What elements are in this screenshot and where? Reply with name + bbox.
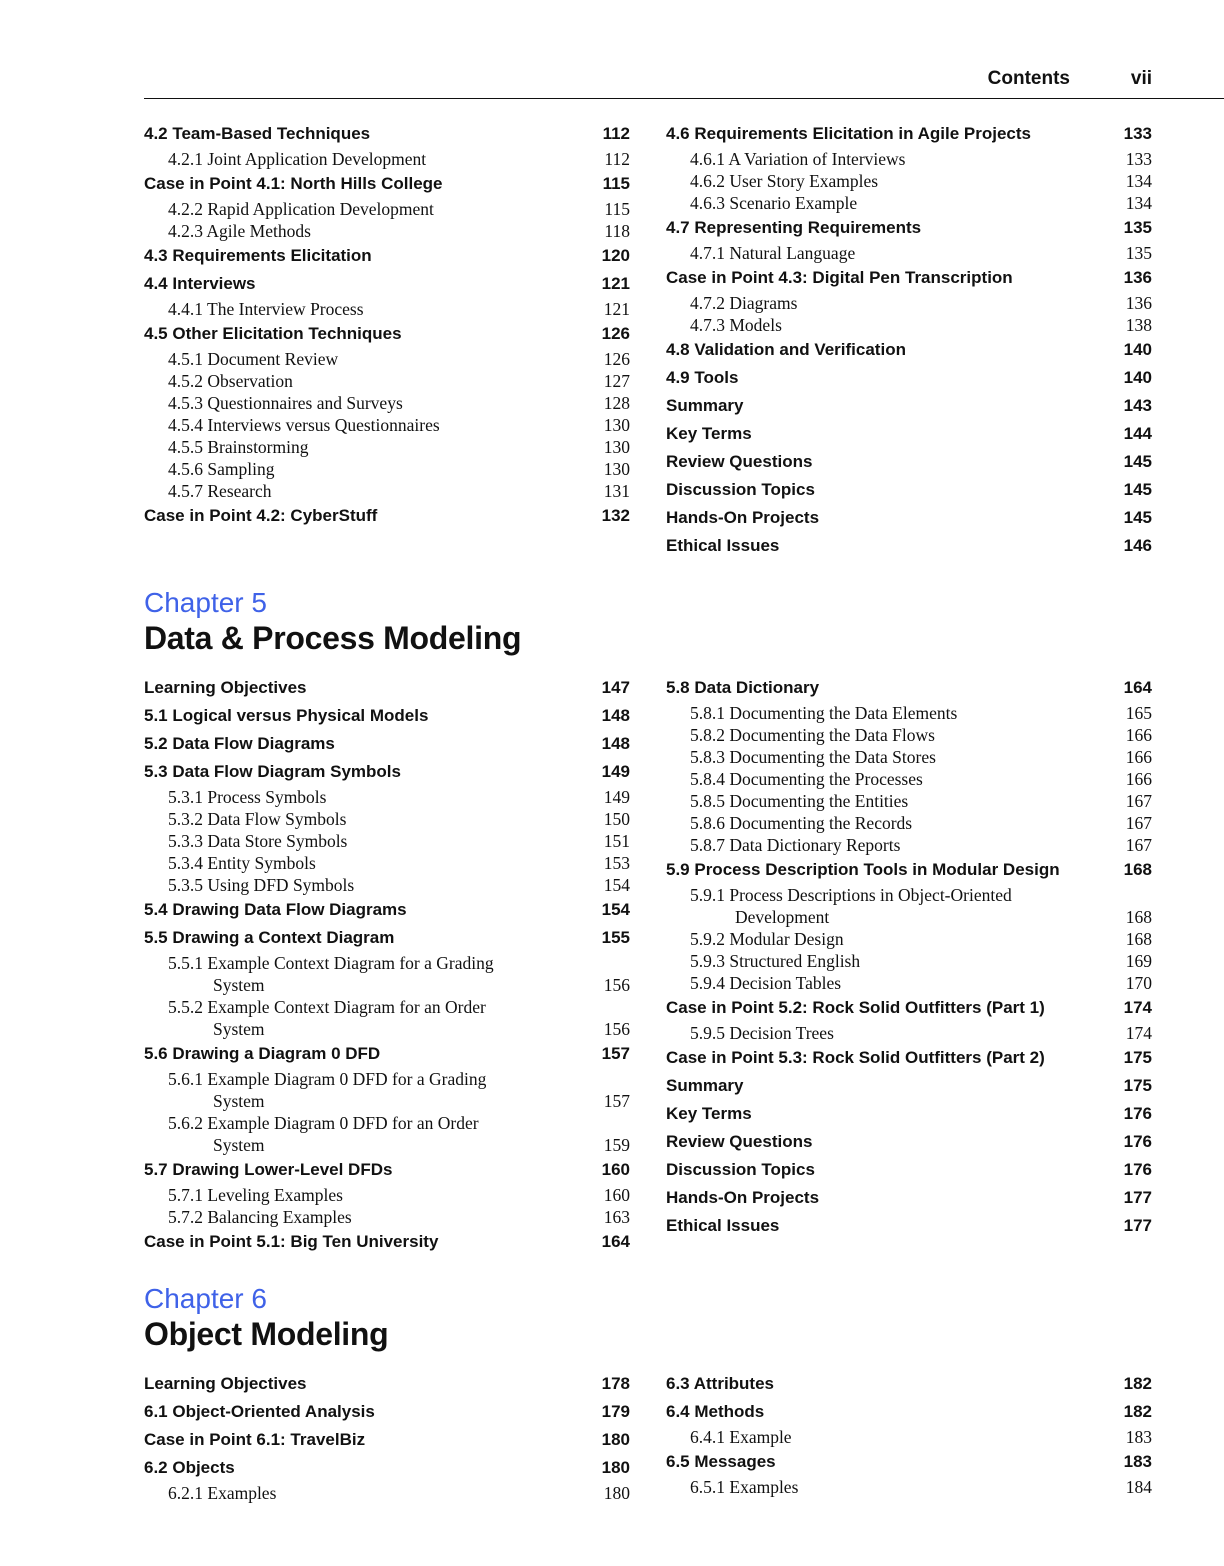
entry-title: 6.4 Methods <box>666 1402 765 1421</box>
entry-page-number: 183 <box>1123 1452 1152 1471</box>
toc-subsection-entry <box>666 170 1152 192</box>
entry-title: 5.8 Data Dictionary <box>666 678 820 697</box>
entry-page-number: 127 <box>603 371 630 391</box>
entry-page-number: 169 <box>1125 951 1152 971</box>
entry-page-number: 182 <box>1123 1402 1152 1421</box>
entry-page-number: 130 <box>603 459 630 479</box>
toc-section-entry <box>666 1184 1152 1212</box>
entry-title: 4.5.4 Interviews versus Questionnaires <box>168 415 440 435</box>
toc-subsection-entry <box>144 392 630 414</box>
toc-section-entry <box>666 1100 1152 1128</box>
entry-page-number: 157 <box>603 1091 630 1111</box>
entry-title: 4.6.1 A Variation of Interviews <box>690 149 906 169</box>
entry-title: 6.5 Messages <box>666 1452 776 1471</box>
toc-section-entry <box>666 674 1152 702</box>
entry-page-number: 131 <box>603 481 630 501</box>
entry-title: 5.9.3 Structured English <box>690 951 861 971</box>
entry-title: 4.6.3 Scenario Example <box>690 193 858 213</box>
entry-page-number: 164 <box>1123 678 1152 697</box>
entry-page-number: 145 <box>1123 508 1152 527</box>
entry-title: Case in Point 4.3: Digital Pen Transcription <box>666 268 1013 287</box>
entry-title: 5.8.3 Documenting the Data Stores <box>690 747 936 767</box>
entry-title: Case in Point 4.1: North Hills College <box>144 174 443 193</box>
toc-subsection-entry <box>666 884 1152 928</box>
entry-page-number: 150 <box>603 809 630 829</box>
entry-title: 5.3.2 Data Flow Symbols <box>168 809 347 829</box>
entry-title: 5.8.4 Documenting the Processes <box>690 769 923 789</box>
toc-section-entry <box>144 1040 630 1068</box>
toc-section-entry <box>666 1370 1152 1398</box>
entry-title: Review Questions <box>666 452 813 471</box>
entry-page-number: 176 <box>1123 1132 1152 1151</box>
toc-section-entry <box>144 1370 630 1398</box>
toc-section-entry <box>144 1156 630 1184</box>
entry-title-continuation: Development <box>735 907 830 927</box>
entry-title: Summary <box>666 396 744 415</box>
toc-subsection-entry <box>666 746 1152 768</box>
entry-page-number: 135 <box>1125 243 1152 263</box>
toc-section-entry <box>144 120 630 148</box>
entry-title: 4.7.1 Natural Language <box>690 243 856 263</box>
entry-title: 5.3.3 Data Store Symbols <box>168 831 348 851</box>
entry-page-number: 176 <box>1123 1104 1152 1123</box>
entry-page-number: 115 <box>604 199 630 219</box>
entry-title-continuation: System <box>213 1135 265 1155</box>
entry-page-number: 174 <box>1125 1023 1152 1043</box>
entry-title: 5.3 Data Flow Diagram Symbols <box>144 762 401 781</box>
entry-title: 5.9 Process Description Tools in Modular Design <box>666 860 1060 879</box>
toc-subsection-entry <box>144 1112 630 1156</box>
entry-page-number: 121 <box>603 299 630 319</box>
entry-title: Hands-On Projects <box>666 1188 820 1207</box>
entry-title: Learning Objectives <box>144 1374 307 1393</box>
entry-page-number: 174 <box>1123 998 1152 1017</box>
entry-title: 4.5.5 Brainstorming <box>168 437 309 457</box>
toc-section-entry <box>666 336 1152 364</box>
entry-page-number: 175 <box>1123 1048 1152 1067</box>
entry-page-number: 168 <box>1125 907 1152 927</box>
chapter-5-title: Data & Process Modeling <box>144 620 522 656</box>
entry-page-number: 182 <box>1123 1374 1152 1393</box>
chapter-4-right-column <box>666 120 1152 560</box>
entry-page-number: 140 <box>1123 340 1152 359</box>
entry-page-number: 140 <box>1123 368 1152 387</box>
entry-title: 4.5.2 Observation <box>168 371 293 391</box>
toc-subsection-entry <box>666 812 1152 834</box>
entry-page-number: 175 <box>1123 1076 1152 1095</box>
entry-page-number: 146 <box>1123 536 1152 555</box>
entry-title: Review Questions <box>666 1132 813 1151</box>
entry-page-number: 115 <box>602 174 630 193</box>
toc-section-entry <box>666 1044 1152 1072</box>
entry-page-number: 166 <box>1125 747 1152 767</box>
entry-page-number: 154 <box>601 900 630 919</box>
toc-section-entry <box>666 420 1152 448</box>
entry-page-number: 112 <box>602 124 630 143</box>
toc-subsection-entry <box>666 928 1152 950</box>
toc-subsection-entry <box>144 1482 630 1504</box>
chapter-6-title: Object Modeling <box>144 1316 389 1352</box>
entry-page-number: 149 <box>601 762 630 781</box>
entry-page-number: 154 <box>603 875 630 895</box>
toc-subsection-entry <box>666 702 1152 724</box>
entry-title: Discussion Topics <box>666 480 815 499</box>
entry-page-number: 177 <box>1123 1216 1152 1235</box>
entry-title: 4.7.3 Models <box>690 315 782 335</box>
entry-title: 4.5.1 Document Review <box>168 349 339 369</box>
entry-title: 4.2 Team-Based Techniques <box>144 124 371 143</box>
toc-subsection-entry <box>144 148 630 170</box>
toc-subsection-entry <box>144 1184 630 1206</box>
toc-section-entry <box>666 532 1152 560</box>
chapter-6-label: Chapter 6 <box>144 1283 267 1314</box>
entry-title: Case in Point 6.1: TravelBiz <box>144 1430 366 1449</box>
entry-page-number: 160 <box>601 1160 630 1179</box>
entry-title: 5.9.4 Decision Tables <box>690 973 842 993</box>
toc-subsection-entry <box>666 834 1152 856</box>
entry-title: 5.3.4 Entity Symbols <box>168 853 316 873</box>
entry-title: 5.9.5 Decision Trees <box>690 1023 834 1043</box>
entry-page-number: 170 <box>1125 973 1152 993</box>
entry-page-number: 157 <box>601 1044 630 1063</box>
entry-title: Ethical Issues <box>666 1216 780 1235</box>
entry-page-number: 148 <box>601 706 630 725</box>
entry-title-continuation: System <box>213 1091 265 1111</box>
entry-page-number: 136 <box>1123 268 1152 287</box>
toc-subsection-entry <box>144 996 630 1040</box>
entry-title: 4.2.1 Joint Application Development <box>168 149 427 169</box>
entry-page-number: 130 <box>603 437 630 457</box>
entry-page-number: 168 <box>1123 860 1152 879</box>
toc-subsection-entry <box>144 436 630 458</box>
entry-title: Key Terms <box>666 424 752 443</box>
entry-title: Key Terms <box>666 1104 752 1123</box>
entry-page-number: 112 <box>604 149 630 169</box>
toc-subsection-entry <box>144 808 630 830</box>
entry-title: 6.1 Object-Oriented Analysis <box>144 1402 375 1421</box>
entry-page-number: 176 <box>1123 1160 1152 1179</box>
entry-title: 4.5.6 Sampling <box>168 459 275 479</box>
toc-subsection-entry <box>666 1022 1152 1044</box>
entry-page-number: 134 <box>1125 171 1152 191</box>
toc-section-entry <box>666 1156 1152 1184</box>
toc-subsection-entry <box>666 292 1152 314</box>
toc-subsection-entry <box>666 768 1152 790</box>
entry-page-number: 178 <box>601 1374 630 1393</box>
entry-page-number: 160 <box>603 1185 630 1205</box>
entry-page-number: 130 <box>603 415 630 435</box>
entry-page-number: 118 <box>604 221 630 241</box>
entry-page-number: 135 <box>1123 218 1152 237</box>
toc-section-entry <box>666 364 1152 392</box>
toc-subsection-entry <box>144 852 630 874</box>
entry-page-number: 168 <box>1125 929 1152 949</box>
toc-section-entry <box>666 448 1152 476</box>
chapter-6-left-column <box>144 1370 630 1504</box>
entry-title: 4.2.2 Rapid Application Development <box>168 199 434 219</box>
entry-page-number: 151 <box>603 831 630 851</box>
entry-title: 5.1 Logical versus Physical Models <box>144 706 429 725</box>
entry-page-number: 148 <box>601 734 630 753</box>
toc-section-entry <box>666 1398 1152 1426</box>
entry-title: 5.8.2 Documenting the Data Flows <box>690 725 935 745</box>
toc-subsection-entry <box>666 972 1152 994</box>
toc-subsection-entry <box>144 348 630 370</box>
toc-section-entry <box>666 476 1152 504</box>
entry-title: 4.9 Tools <box>666 368 739 387</box>
toc-subsection-entry <box>144 1206 630 1228</box>
entry-title: 4.5 Other Elicitation Techniques <box>144 324 402 343</box>
toc-section-entry <box>144 702 630 730</box>
toc-section-entry <box>144 242 630 270</box>
entry-title: 5.8.1 Documenting the Data Elements <box>690 703 958 723</box>
entry-title: Case in Point 5.1: Big Ten University <box>144 1232 439 1251</box>
toc-section-entry <box>144 758 630 786</box>
entry-page-number: 180 <box>601 1430 630 1449</box>
entry-title: 5.3.1 Process Symbols <box>168 787 327 807</box>
toc-subsection-entry <box>666 242 1152 264</box>
entry-title: 5.6.1 Example Diagram 0 DFD for a Grading <box>168 1069 487 1089</box>
entry-page-number: 136 <box>1125 293 1152 313</box>
entry-page-number: 134 <box>1125 193 1152 213</box>
entry-page-number: 167 <box>1125 813 1152 833</box>
toc-section-entry <box>144 1426 630 1454</box>
toc-subsection-entry <box>144 458 630 480</box>
entry-page-number: 133 <box>1123 124 1152 143</box>
entry-title: 6.2 Objects <box>144 1458 235 1477</box>
entry-title: Ethical Issues <box>666 536 780 555</box>
toc-subsection-entry <box>666 1476 1152 1498</box>
entry-title: 5.5 Drawing a Context Diagram <box>144 928 395 947</box>
toc-section-entry <box>666 1448 1152 1476</box>
toc-section-entry <box>144 502 630 530</box>
entry-page-number: 156 <box>603 975 630 995</box>
running-head <box>144 66 1152 96</box>
toc-subsection-entry <box>144 220 630 242</box>
entry-page-number: 177 <box>1123 1188 1152 1207</box>
toc-subsection-entry <box>144 414 630 436</box>
entry-title: 4.8 Validation and Verification <box>666 340 906 359</box>
entry-page-number: 164 <box>601 1232 630 1251</box>
entry-page-number: 145 <box>1123 480 1152 499</box>
entry-page-number: 180 <box>603 1483 630 1503</box>
entry-page-number: 121 <box>601 274 630 293</box>
entry-page-number: 143 <box>1123 396 1152 415</box>
entry-title: 4.5.7 Research <box>168 481 272 501</box>
entry-title: 5.8.7 Data Dictionary Reports <box>690 835 901 855</box>
entry-title: 5.4 Drawing Data Flow Diagrams <box>144 900 407 919</box>
entry-title: 6.5.1 Examples <box>690 1477 799 1497</box>
entry-title: 4.2.3 Agile Methods <box>168 221 311 241</box>
entry-page-number: 144 <box>1123 424 1152 443</box>
toc-section-entry <box>666 120 1152 148</box>
entry-title: 5.7.1 Leveling Examples <box>168 1185 343 1205</box>
toc-section-entry <box>666 264 1152 292</box>
entry-page-number: 165 <box>1125 703 1152 723</box>
toc-section-entry <box>666 504 1152 532</box>
toc-subsection-entry <box>666 950 1152 972</box>
entry-title: 5.9.2 Modular Design <box>690 929 844 949</box>
toc-subsection-entry <box>144 830 630 852</box>
entry-page-number: 149 <box>603 787 630 807</box>
entry-title: 4.4 Interviews <box>144 274 256 293</box>
toc-section-entry <box>144 924 630 952</box>
entry-title: 4.5.3 Questionnaires and Surveys <box>168 393 403 413</box>
toc-subsection-entry <box>144 370 630 392</box>
toc-subsection-entry <box>666 724 1152 746</box>
chapter-6-right-column <box>666 1370 1152 1498</box>
entry-title: 5.6.2 Example Diagram 0 DFD for an Order <box>168 1113 479 1133</box>
toc-section-entry <box>144 1398 630 1426</box>
toc-subsection-entry <box>666 192 1152 214</box>
entry-title: Case in Point 5.2: Rock Solid Outfitters (Part 1) <box>666 998 1045 1017</box>
toc-section-entry <box>144 270 630 298</box>
entry-page-number: 167 <box>1125 791 1152 811</box>
toc-subsection-entry <box>666 790 1152 812</box>
toc-section-entry <box>144 674 630 702</box>
toc-subsection-entry <box>144 1068 630 1112</box>
toc-subsection-entry <box>144 298 630 320</box>
entry-title: 5.6 Drawing a Diagram 0 DFD <box>144 1044 381 1063</box>
toc-subsection-entry <box>144 480 630 502</box>
entry-page-number: 166 <box>1125 769 1152 789</box>
toc-subsection-entry <box>144 952 630 996</box>
entry-title: Summary <box>666 1076 744 1095</box>
entry-page-number: 180 <box>601 1458 630 1477</box>
entry-title: Learning Objectives <box>144 678 307 697</box>
entry-title: 5.2 Data Flow Diagrams <box>144 734 335 753</box>
entry-title: Case in Point 5.3: Rock Solid Outfitters (Part 2) <box>666 1048 1045 1067</box>
toc-section-entry <box>144 896 630 924</box>
entry-title-continuation: System <box>213 1019 265 1039</box>
entry-page-number: 147 <box>601 678 630 697</box>
entry-title: 5.7.2 Balancing Examples <box>168 1207 352 1227</box>
entry-page-number: 126 <box>601 324 630 343</box>
entry-title: 5.8.5 Documenting the Entities <box>690 791 909 811</box>
entry-title: 5.5.1 Example Context Diagram for a Grading <box>168 953 494 973</box>
entry-title: Case in Point 4.2: CyberStuff <box>144 506 378 525</box>
toc-subsection-entry <box>666 1426 1152 1448</box>
toc-section-entry <box>666 214 1152 242</box>
toc-section-entry <box>144 1228 630 1256</box>
entry-page-number: 138 <box>1125 315 1152 335</box>
toc-subsection-entry <box>144 874 630 896</box>
toc-subsection-entry <box>666 314 1152 336</box>
toc-subsection-entry <box>666 148 1152 170</box>
entry-page-number: 156 <box>603 1019 630 1039</box>
entry-page-number: 183 <box>1125 1427 1152 1447</box>
toc-section-entry <box>666 1072 1152 1100</box>
entry-title: 4.6 Requirements Elicitation in Agile Projects <box>666 124 1031 143</box>
entry-title: 5.5.2 Example Context Diagram for an Order <box>168 997 486 1017</box>
entry-page-number: 167 <box>1125 835 1152 855</box>
entry-title: 5.7 Drawing Lower-Level DFDs <box>144 1160 393 1179</box>
entry-title: 5.9.1 Process Descriptions in Object-Oriented <box>690 885 1012 905</box>
entry-page-number: 166 <box>1125 725 1152 745</box>
toc-section-entry <box>666 994 1152 1022</box>
chapter-5-label: Chapter 5 <box>144 587 267 618</box>
entry-page-number: 163 <box>603 1207 630 1227</box>
entry-page-number: 159 <box>603 1135 630 1155</box>
toc-section-entry <box>666 1212 1152 1240</box>
toc-section-entry <box>144 1454 630 1482</box>
entry-page-number: 179 <box>601 1402 630 1421</box>
entry-title: 4.7.2 Diagrams <box>690 293 798 313</box>
entry-title: 5.3.5 Using DFD Symbols <box>168 875 355 895</box>
entry-page-number: 133 <box>1125 149 1152 169</box>
toc-section-entry <box>666 392 1152 420</box>
toc-section-entry <box>144 730 630 758</box>
entry-page-number: 184 <box>1125 1477 1152 1497</box>
chapter-4-left-column <box>144 120 630 530</box>
running-head-title: Contents <box>987 68 1070 89</box>
entry-title: 6.4.1 Example <box>690 1427 792 1447</box>
header-rule <box>144 98 1224 99</box>
toc-subsection-entry <box>144 198 630 220</box>
chapter-5-right-column <box>666 674 1152 1240</box>
entry-title: Hands-On Projects <box>666 508 820 527</box>
toc-section-entry <box>144 320 630 348</box>
entry-title: 6.2.1 Examples <box>168 1483 277 1503</box>
entry-title: 4.4.1 The Interview Process <box>168 299 364 319</box>
entry-page-number: 153 <box>603 853 630 873</box>
entry-page-number: 126 <box>603 349 630 369</box>
running-head-page-number: vii <box>1130 68 1152 89</box>
entry-title: 4.6.2 User Story Examples <box>690 171 879 191</box>
entry-page-number: 145 <box>1123 452 1152 471</box>
toc-section-entry <box>666 1128 1152 1156</box>
entry-title: 4.3 Requirements Elicitation <box>144 246 372 265</box>
entry-title-continuation: System <box>213 975 265 995</box>
entry-page-number: 120 <box>601 246 630 265</box>
entry-page-number: 155 <box>601 928 630 947</box>
toc-section-entry <box>144 170 630 198</box>
entry-page-number: 132 <box>601 506 630 525</box>
chapter-5-left-column <box>144 674 630 1256</box>
toc-subsection-entry <box>144 786 630 808</box>
entry-title: 6.3 Attributes <box>666 1374 775 1393</box>
toc-section-entry <box>666 856 1152 884</box>
entry-page-number: 128 <box>603 393 630 413</box>
entry-title: Discussion Topics <box>666 1160 815 1179</box>
entry-title: 5.8.6 Documenting the Records <box>690 813 913 833</box>
entry-title: 4.7 Representing Requirements <box>666 218 922 237</box>
